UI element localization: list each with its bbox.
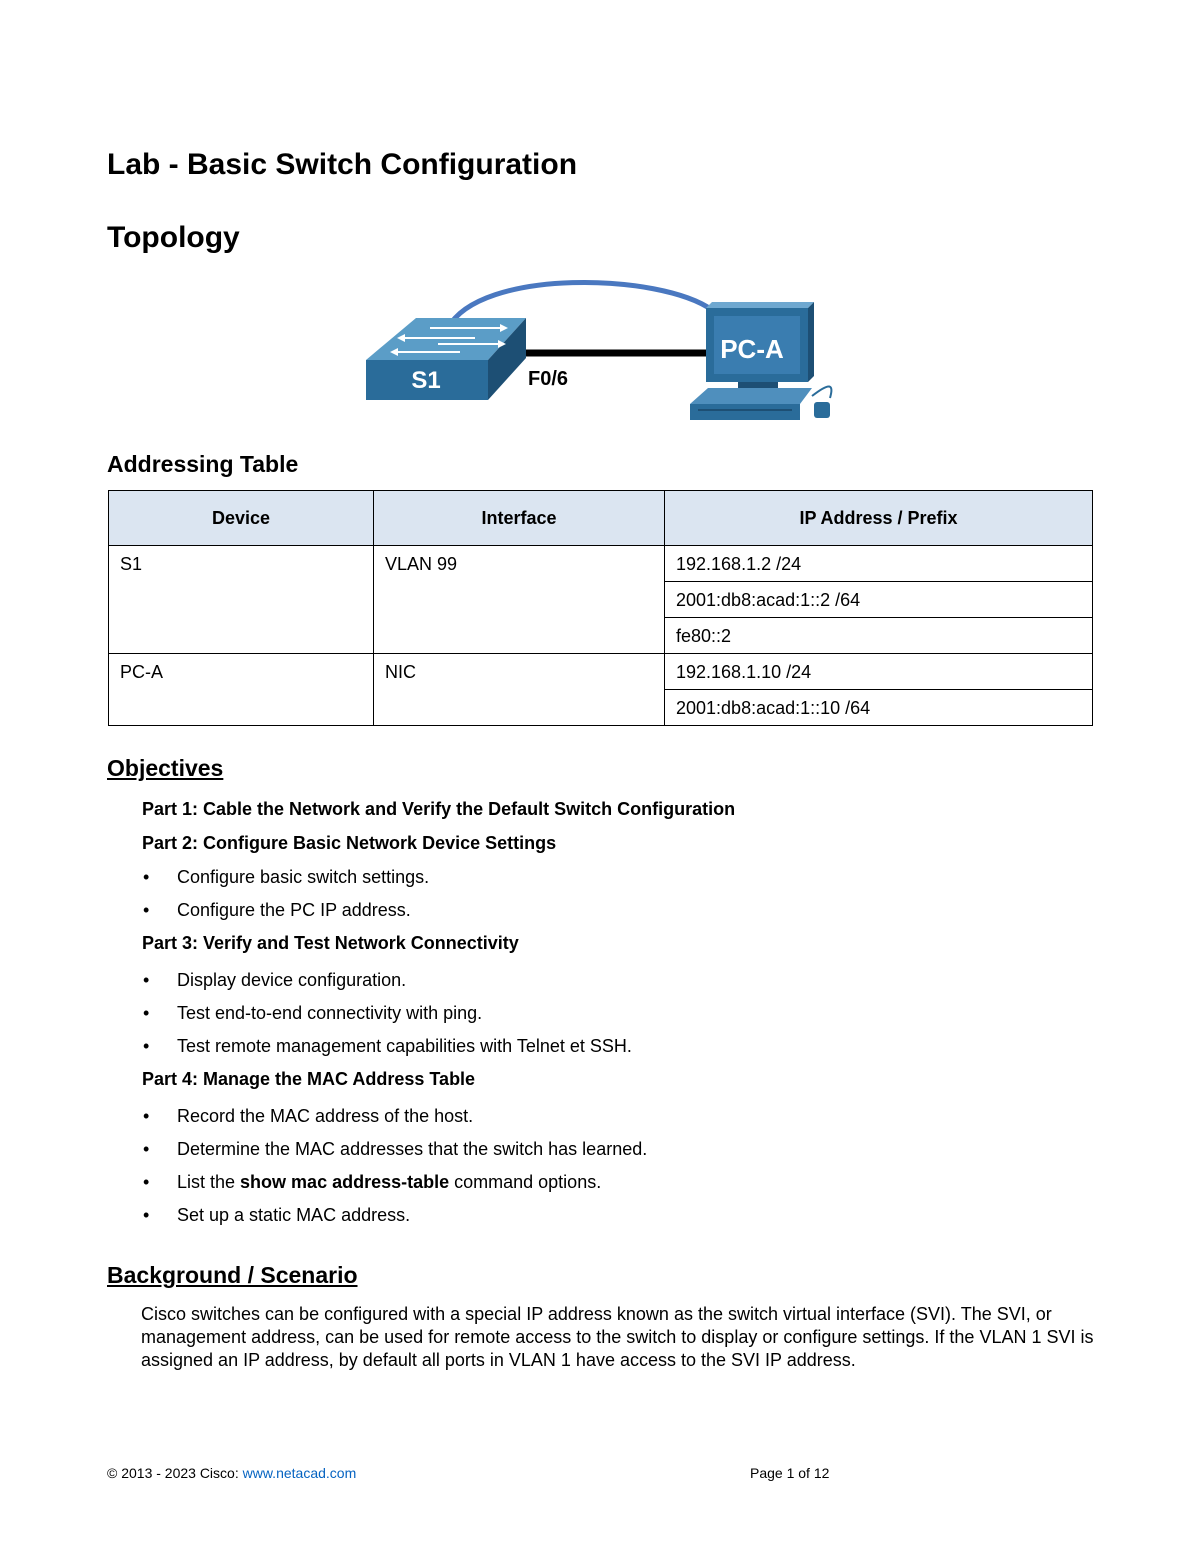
cell-ip-address: 2001:db8:acad:1::10 /64 [665, 690, 1093, 726]
bullet-icon: • [143, 1036, 150, 1056]
document-title: Lab - Basic Switch Configuration [107, 148, 578, 181]
bullet-icon: • [143, 900, 150, 920]
bullet-icon: • [143, 867, 150, 887]
list-item: • Configure basic switch settings. [143, 867, 430, 887]
bullet-icon: • [143, 1172, 150, 1192]
background-paragraph: Cisco switches can be configured with a special IP address known as the switch virtual interface (SVI). The SVI, or management address, can be used for remote access to the switch to display or configure settings. If the VLAN 1 SVI is assigned an IP address, by default all ports in VLAN 1 have access to the SVI IP address. [141, 1304, 1094, 1370]
switch-icon [366, 318, 526, 400]
cell-interface: NIC [374, 654, 665, 726]
port-label: F0/6 [528, 368, 569, 390]
header-ip-address: IP Address / Prefix [665, 491, 1093, 546]
objective-part-2: Part 2: Configure Basic Network Device Settings [142, 833, 557, 853]
objective-part-3: Part 3: Verify and Test Network Connectivity [142, 933, 519, 953]
topology-heading: Topology [107, 221, 240, 254]
list-item: • Determine the MAC addresses that the switch has learned. [143, 1139, 648, 1159]
bullet-icon: • [143, 970, 150, 990]
list-item: • Test end-to-end connectivity with ping. [143, 1003, 483, 1023]
cell-ip-address: 192.168.1.10 /24 [665, 654, 1093, 690]
cell-ip-address: fe80::2 [665, 618, 1093, 654]
cell-ip-address: 2001:db8:acad:1::2 /64 [665, 582, 1093, 618]
list-item: • Record the MAC address of the host. [143, 1106, 474, 1126]
list-item: • Set up a static MAC address. [143, 1205, 411, 1225]
footer-copyright: © 2013 - 2023 Cisco: www.netacad.com [107, 1465, 357, 1481]
objectives-list [142, 797, 1042, 1236]
netacad-link[interactable]: www.netacad.com [242, 1465, 357, 1481]
background-heading: Background / Scenario [107, 1262, 358, 1288]
objectives-heading: Objectives [107, 755, 224, 781]
cell-interface: VLAN 99 [374, 546, 665, 654]
table-row [109, 654, 1093, 690]
bullet-icon: • [143, 1139, 150, 1159]
addressing-table [108, 490, 1093, 726]
switch-label: S1 [411, 367, 441, 394]
list-item: • Test remote management capabilities with Telnet et SSH. [143, 1036, 632, 1056]
table-header-row [109, 491, 1093, 546]
list-item: • Configure the PC IP address. [143, 900, 411, 920]
addressing-table-heading: Addressing Table [107, 451, 299, 477]
bullet-icon: • [143, 1003, 150, 1023]
header-device: Device [109, 491, 374, 546]
bullet-icon: • [143, 1205, 150, 1225]
page-number: Page 1 of 12 [750, 1465, 830, 1481]
table-row [109, 546, 1093, 582]
bullet-icon: • [143, 1106, 150, 1126]
command-text: show mac address-table [240, 1172, 450, 1192]
header-interface: Interface [374, 491, 665, 546]
objective-part-4: Part 4: Manage the MAC Address Table [142, 1069, 476, 1089]
cell-ip-address: 192.168.1.2 /24 [665, 546, 1093, 582]
cell-device: PC-A [109, 654, 374, 726]
topology-diagram [360, 278, 850, 428]
pc-label: PC-A [720, 334, 784, 364]
list-item: • Display device configuration. [143, 970, 407, 990]
objective-part-1: Part 1: Cable the Network and Verify the Default Switch Configuration [142, 799, 736, 819]
list-item: • List the show mac address-table command options. [143, 1172, 602, 1192]
cell-device: S1 [109, 546, 374, 654]
